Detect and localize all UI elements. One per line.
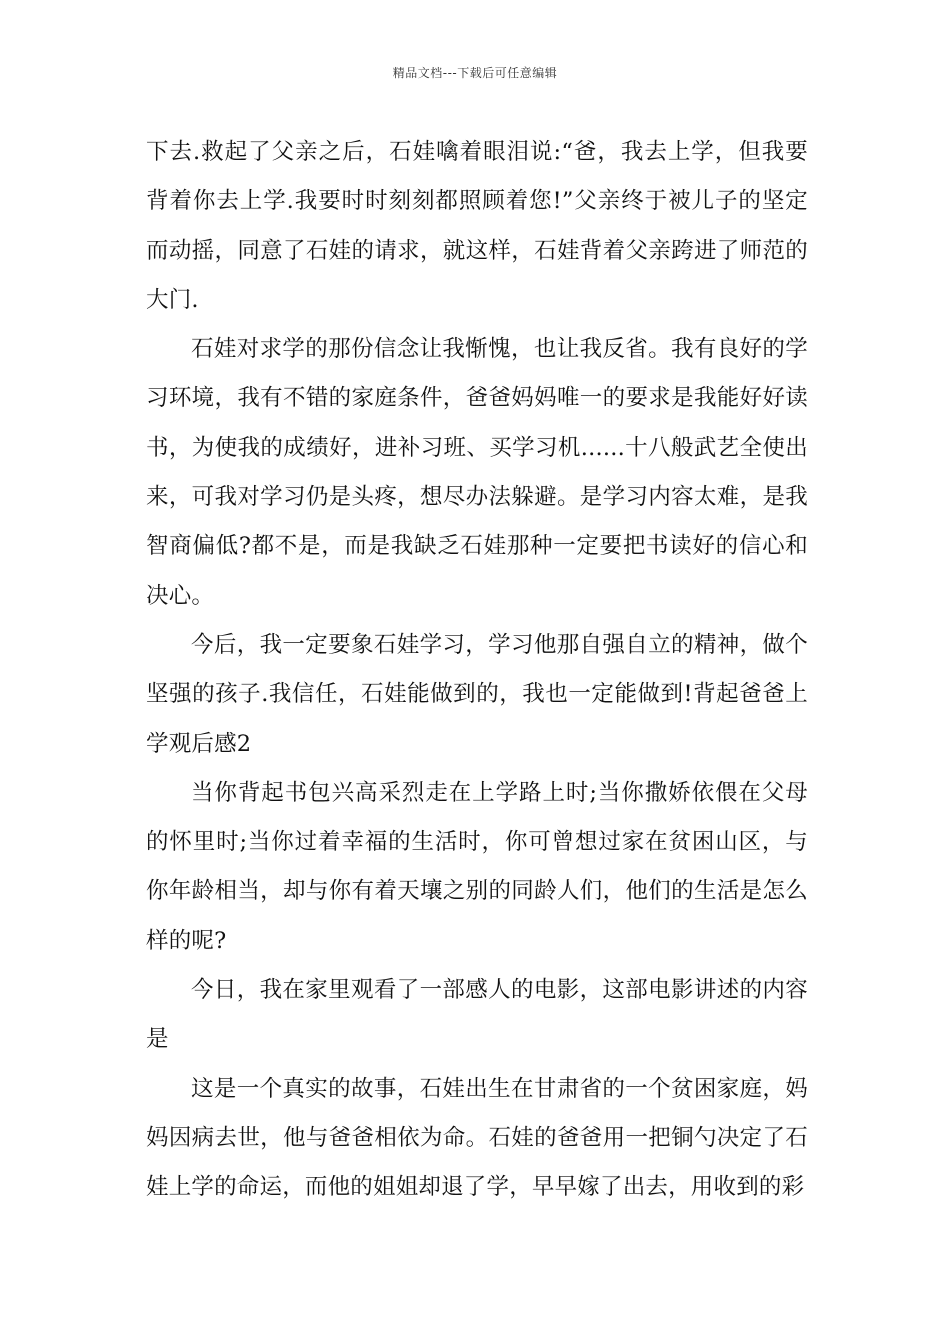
- document-body: [146, 128, 808, 1213]
- paragraph-2: 石娃对求学的那份信念让我惭愧，也让我反省。我有良好的学习环境，我有不错的家庭条件，爸爸妈妈唯一的要求是我能好好读书，为使我的成绩好，进补习班、买学习机......十八般武艺全使出来，可我对学习仍是头疼，想尽办法躲避。是学习内容太难，是我智商偏低?都不是，而是我缺乏石娃那种一定要把书读好的信心和决心。: [146, 336, 808, 609]
- paragraph-3: 今后，我一定要象石娃学习，学习他那自强自立的精神，做个坚强的孩子.我信任，石娃能做到的，我也一定能做到!背起爸爸上学观后感2: [146, 631, 808, 757]
- paragraph-4: 当你背起书包兴高采烈走在上学路上时;当你撒娇依偎在父母的怀里时;当你过着幸福的生活时，你可曾想过家在贫困山区，与你年龄相当，却与你有着天壤之别的同龄人们，他们的生活是怎么样的呢?: [146, 779, 808, 954]
- paragraph-6: 这是一个真实的故事，石娃出生在甘肃省的一个贫困家庭，妈妈因病去世，他与爸爸相依为命。石娃的爸爸用一把铜勺决定了石娃上学的命运，而他的姐姐却退了学，早早嫁了出去，用收到的彩: [146, 1075, 808, 1201]
- document-header: 精品文档---下载后可任意编辑: [392, 66, 558, 80]
- paragraph-1: 下去.救起了父亲之后，石娃噙着眼泪说:“爸，我去上学，但我要背着你去上学.我要时时刻刻都照顾着您!”父亲终于被儿子的坚定而动摇，同意了石娃的请求，就这样，石娃背着父亲跨进了师范的大门.: [146, 139, 808, 313]
- paragraph-5: 今日，我在家里观看了一部感人的电影，这部电影讲述的内容是: [146, 977, 808, 1053]
